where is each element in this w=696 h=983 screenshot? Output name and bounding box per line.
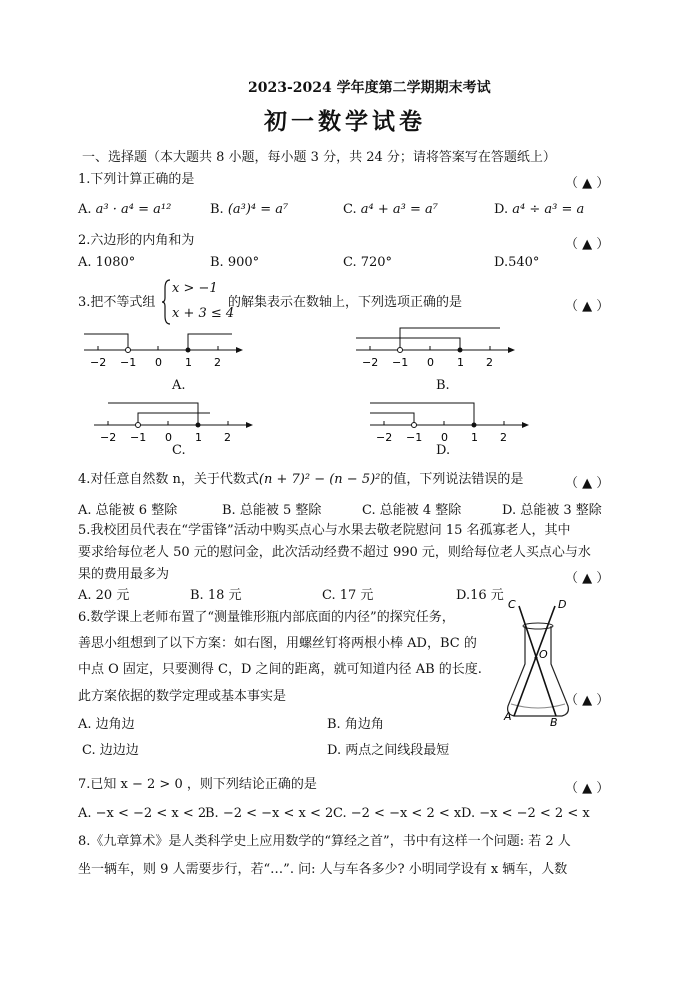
tick-label: −2 — [362, 356, 379, 369]
q6-line-1: 6.数学课上老师布置了“测量锥形瓶内部底面的内径”的探究任务， — [78, 610, 455, 625]
tick-label: 0 — [155, 356, 162, 369]
figure-label: A — [504, 710, 512, 723]
tick-label: −1 — [406, 431, 423, 444]
q4-option-c: C. 总能被 4 整除 — [362, 503, 462, 518]
q1-option-c: C. a⁴ + a³ = a⁷ — [343, 202, 438, 217]
q5-answer-mark: （ ▲ ） — [565, 571, 610, 586]
q7-stem: 7.已知 x − 2 > 0 ，则下列结论正确的是 — [78, 777, 317, 792]
q5-line-2: 要求给每位老人 50 元的慰问金，此次活动经费不超过 990 元，则给每位老人买点心与水 — [78, 545, 591, 560]
q3-label-c: C. — [172, 443, 186, 458]
section-heading: 一、选择题（本大题共 8 小题，每小题 3 分，共 24 分；请将答案写在答题纸上） — [82, 150, 556, 165]
number-line-c — [90, 395, 260, 445]
q2-stem: 2.六边形的内角和为 — [78, 233, 195, 248]
q3-label-a: A. — [172, 378, 186, 393]
q3-brace — [162, 278, 172, 326]
q3-stem-prefix: 3.把不等式组 — [78, 295, 156, 310]
q2-option-c: C. 720° — [343, 255, 393, 270]
q5-option-b: B. 18 元 — [190, 588, 242, 603]
number-line-b — [352, 320, 522, 370]
figure-label: B — [550, 716, 558, 729]
q8-line-1: 8.《九章算术》是人类科学史上应用数学的“算经之首”，书中有这样一个问题: 若 2 人 — [78, 834, 571, 849]
q7-option-b: B. −2 < −x < x < 2 — [205, 806, 334, 821]
q5-option-c: C. 17 元 — [322, 588, 374, 603]
q3-inequality-1: x > −1 — [172, 281, 218, 296]
q6-line-4: 此方案依据的数学定理或基本事实是 — [78, 689, 287, 704]
tick-label: 0 — [441, 431, 448, 444]
q2-answer-mark: （ ▲ ） — [565, 237, 610, 252]
tick-label: 2 — [500, 431, 507, 444]
q7-option-a: A. −x < −2 < x < 2 — [78, 806, 207, 821]
tick-label: 2 — [214, 356, 221, 369]
q4-stem: 4.对任意自然数 n，关于代数式(n + 7)² − (n − 5)²的值，下列说法错误的是 — [78, 472, 524, 487]
tick-label: 1 — [457, 356, 464, 369]
tick-label: −2 — [90, 356, 107, 369]
tick-label: −1 — [392, 356, 409, 369]
q4-option-a: A. 总能被 6 整除 — [78, 503, 178, 518]
q1-stem: 1.下列计算正确的是 — [78, 172, 195, 187]
q1-option-d: D. a⁴ ÷ a³ = a — [494, 202, 585, 217]
q3-label-d: D. — [436, 443, 451, 458]
q6-option-d: D. 两点之间线段最短 — [327, 743, 450, 758]
q2-option-a: A. 1080° — [78, 255, 136, 270]
tick-label: 2 — [486, 356, 493, 369]
q3-stem-suffix: 的解集表示在数轴上，下列选项正确的是 — [228, 295, 463, 310]
tick-label: 0 — [427, 356, 434, 369]
exam-line: 2023-2024 学年度第二学期期末考试 — [248, 80, 491, 96]
q6-line-2: 善思小组想到了以下方案：如右图，用螺丝钉将两根小棒 AD，BC 的 — [78, 636, 477, 651]
q2-option-b: B. 900° — [210, 255, 260, 270]
q5-option-d: D.16 元 — [456, 588, 504, 603]
tick-label: −1 — [120, 356, 137, 369]
tick-label: −1 — [130, 431, 147, 444]
tick-label: 0 — [165, 431, 172, 444]
q6-line-3: 中点 O 固定，只要测得 C，D 之间的距离，就可知道内径 AB 的长度. — [78, 662, 482, 677]
q4-option-d: D. 总能被 3 整除 — [502, 503, 602, 518]
figure-label: D — [558, 598, 567, 611]
q6-option-b: B. 角边角 — [327, 717, 384, 732]
q8-line-2: 坐一辆车，则 9 人需要步行，若“…”. 问: 人与车各多少? 小明同学设有 x 辆车，人数 — [78, 862, 568, 877]
q4-option-b: B. 总能被 5 整除 — [222, 503, 322, 518]
tick-label: −2 — [100, 431, 117, 444]
q1-option-a: A. a³ · a⁴ = a¹² — [78, 202, 172, 217]
q1-option-b: B. (a³)⁴ = a⁷ — [210, 202, 289, 217]
page-title: 初一数学试卷 — [264, 108, 426, 135]
number-line-d — [366, 395, 536, 445]
q5-line-3: 果的费用最多为 — [78, 567, 170, 582]
q3-inequality-2: x + 3 ≤ 4 — [172, 306, 235, 321]
number-line-a — [80, 320, 250, 370]
q6-option-a: A. 边角边 — [78, 717, 135, 732]
q6-option-c: C. 边边边 — [82, 743, 139, 758]
q1-answer-mark: （ ▲ ） — [565, 176, 610, 191]
tick-label: −2 — [376, 431, 393, 444]
tick-label: 1 — [471, 431, 478, 444]
figure-label: O — [539, 648, 548, 661]
q7-answer-mark: （ ▲ ） — [565, 781, 610, 796]
tick-label: 1 — [195, 431, 202, 444]
q5-line-1: 5.我校团员代表在“学雷锋”活动中购买点心与水果去敬老院慰问 15 名孤寡老人，其中 — [78, 523, 571, 538]
tick-label: 2 — [224, 431, 231, 444]
q5-option-a: A. 20 元 — [78, 588, 130, 603]
q3-label-b: B. — [436, 378, 450, 393]
q4-answer-mark: （ ▲ ） — [565, 476, 610, 491]
q2-option-d: D.540° — [494, 255, 540, 270]
flask-figure — [502, 596, 574, 728]
q6-answer-mark: （ ▲ ） — [565, 693, 610, 708]
q7-option-d: D. −x < −2 < 2 < x — [461, 806, 590, 821]
tick-label: 1 — [185, 356, 192, 369]
figure-label: C — [508, 598, 516, 611]
q7-option-c: C. −2 < −x < 2 < x — [333, 806, 462, 821]
q3-answer-mark: （ ▲ ） — [565, 299, 610, 314]
